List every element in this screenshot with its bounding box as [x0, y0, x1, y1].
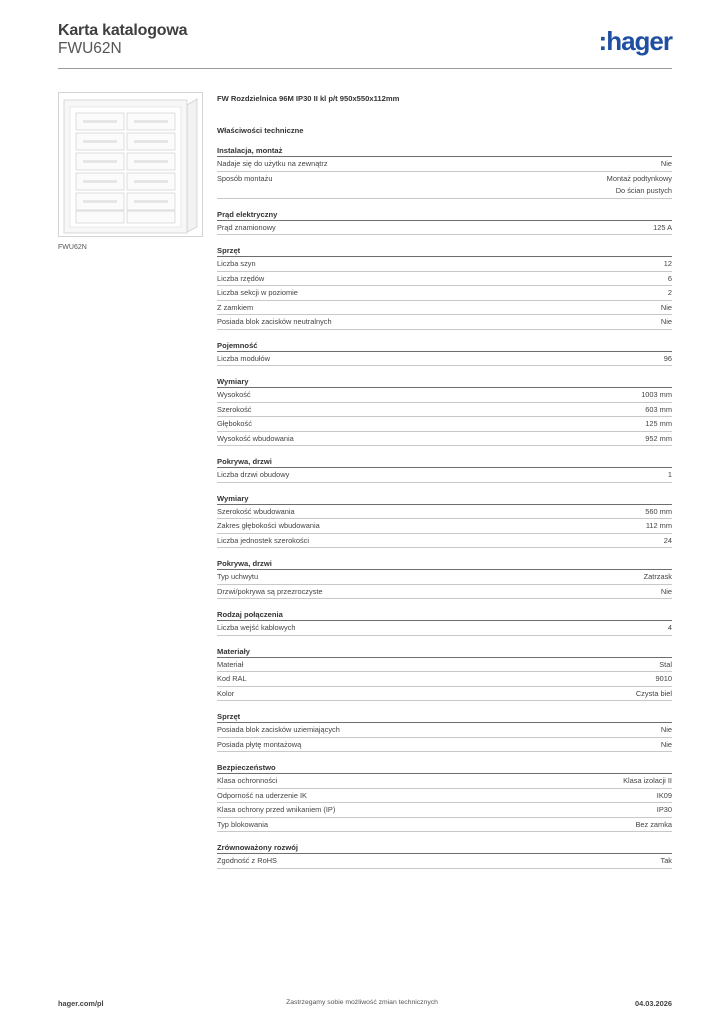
property-value: 2	[667, 288, 672, 297]
header-divider	[58, 68, 672, 69]
product-name: FW Rozdzielnica 96M IP30 II kl p/t 950x550x112mm	[217, 94, 400, 103]
property-label: Liczba jednostek szerokości	[217, 535, 310, 545]
property-section	[217, 609, 672, 636]
property-label: Liczba rzędów	[217, 273, 265, 283]
property-section	[217, 376, 672, 446]
property-label: Typ blokowania	[217, 819, 268, 829]
property-row	[217, 505, 672, 520]
property-row	[217, 854, 672, 869]
property-row	[217, 301, 672, 316]
property-label: Z zamkiem	[217, 302, 254, 312]
property-value: 603 mm	[645, 404, 672, 414]
property-label: Liczba modułów	[217, 353, 270, 363]
property-row	[217, 352, 672, 367]
section-title: Sprzęt	[217, 245, 672, 257]
property-label: Drzwi/pokrywa są przezroczyste	[217, 586, 323, 596]
section-title: Sprzęt	[217, 711, 672, 723]
property-value: Nie	[660, 317, 672, 326]
property-value: Stal	[659, 659, 672, 669]
property-row	[217, 658, 672, 673]
property-value: Nie	[660, 725, 672, 734]
footer-website: hager.com/pl	[58, 999, 104, 1008]
property-label: Klasa ochrony przed wnikaniem (IP)	[217, 805, 336, 814]
property-sections	[217, 145, 672, 869]
property-label: Liczba drzwi obudowy	[217, 470, 290, 479]
property-value: 6	[667, 273, 672, 283]
property-label: Kod RAL	[217, 674, 247, 683]
property-value: 96	[663, 353, 672, 363]
property-value: Nie	[660, 302, 672, 312]
section-title: Zrównoważony rozwój	[217, 842, 672, 854]
property-row	[217, 672, 672, 687]
product-details	[217, 94, 672, 869]
property-row	[217, 272, 672, 287]
property-section	[217, 209, 672, 236]
section-title: Bezpieczeństwo	[217, 762, 672, 774]
property-label: Materiał	[217, 659, 244, 669]
property-row	[217, 738, 672, 753]
property-value: Nie	[660, 739, 672, 749]
distribution-board-icon	[59, 93, 202, 236]
property-label: Szerokość	[217, 404, 252, 414]
property-row	[217, 286, 672, 301]
property-section	[217, 762, 672, 832]
property-row	[217, 774, 672, 789]
property-row	[217, 570, 672, 585]
property-value: 112 mm	[645, 521, 672, 530]
property-section	[217, 456, 672, 483]
property-value: 9010	[655, 674, 672, 683]
section-title: Wymiary	[217, 493, 672, 505]
property-value: Nie	[660, 586, 672, 596]
footer-date: 04.03.2026	[635, 999, 672, 1008]
product-code: FWU62N	[58, 40, 122, 57]
property-row	[217, 172, 672, 199]
property-row	[217, 789, 672, 804]
property-row	[217, 803, 672, 818]
section-title: Pojemność	[217, 340, 672, 352]
property-label: Liczba sekcji w poziomie	[217, 288, 298, 297]
property-label: Liczba wejść kablowych	[217, 623, 296, 632]
section-title: Instalacja, montaż	[217, 145, 672, 157]
property-section	[217, 340, 672, 367]
property-value: 1003 mm	[641, 390, 672, 399]
hager-logo: :hager	[598, 26, 672, 56]
property-row	[217, 221, 672, 236]
property-label: Zgodność z RoHS	[217, 856, 277, 865]
property-row	[217, 687, 672, 702]
section-title: Materiały	[217, 646, 672, 658]
property-section	[217, 493, 672, 549]
property-label: Posiada blok zacisków uziemiających	[217, 725, 340, 734]
property-row	[217, 519, 672, 534]
property-value: Zatrzask	[643, 572, 672, 581]
section-title: Pokrywa, drzwi	[217, 558, 672, 570]
footer-disclaimer: Zastrzegamy sobie możliwość zmian technicznych	[286, 999, 438, 1006]
property-row	[217, 403, 672, 418]
property-row	[217, 257, 672, 272]
section-title: Wymiary	[217, 376, 672, 388]
property-row	[217, 157, 672, 172]
property-section	[217, 245, 672, 330]
property-section	[217, 646, 672, 702]
property-row	[217, 388, 672, 403]
property-value: Czysta biel	[635, 688, 672, 698]
property-label: Zakres głębokości wbudowania	[217, 521, 320, 530]
property-value: Klasa izolacji II	[623, 776, 672, 785]
property-value: IK09	[656, 790, 672, 800]
property-value: Bez zamka	[635, 819, 672, 829]
property-value: 125 A	[653, 222, 672, 232]
property-label: Wysokość wbudowania	[217, 433, 294, 443]
property-row	[217, 534, 672, 549]
property-value: 4	[667, 623, 672, 632]
property-value: Nie	[660, 159, 672, 168]
property-label: Klasa ochronności	[217, 776, 278, 785]
section-title: Prąd elektryczny	[217, 209, 672, 221]
property-row	[217, 723, 672, 738]
property-section	[217, 145, 672, 199]
property-row	[217, 818, 672, 833]
section-title: Rodzaj połączenia	[217, 609, 672, 621]
property-value: 12	[663, 259, 672, 268]
document-title: Karta katalogowa	[58, 22, 188, 39]
property-section	[217, 558, 672, 599]
property-label: Odporność na uderzenie IK	[217, 790, 307, 800]
property-label: Posiada blok zacisków neutralnych	[217, 317, 332, 326]
product-image	[58, 92, 203, 237]
property-label: Kolor	[217, 688, 235, 698]
property-section	[217, 842, 672, 869]
property-row	[217, 315, 672, 330]
section-title: Pokrywa, drzwi	[217, 456, 672, 468]
property-value: 125 mm	[645, 419, 672, 428]
property-label: Głębokość	[217, 419, 252, 428]
property-row	[217, 417, 672, 432]
property-label: Prąd znamionowy	[217, 222, 276, 232]
property-value	[607, 172, 672, 198]
property-value: 24	[663, 535, 672, 545]
property-label: Szerokość wbudowania	[217, 506, 295, 516]
property-value-line: Do ścian pustych	[615, 186, 672, 195]
property-value: Tak	[660, 856, 672, 865]
property-value: 952 mm	[645, 433, 672, 443]
image-caption: FWU62N	[58, 244, 87, 251]
property-row	[217, 468, 672, 483]
property-label: Wysokość	[217, 390, 251, 399]
property-row	[217, 621, 672, 636]
property-section	[217, 711, 672, 752]
technical-properties-heading: Właściwości techniczne	[217, 126, 304, 135]
property-value: IP30	[656, 805, 672, 814]
property-label: Typ uchwytu	[217, 572, 259, 581]
property-label: Liczba szyn	[217, 259, 256, 268]
property-label: Sposób montażu	[217, 173, 273, 183]
property-value: 560 mm	[645, 506, 672, 516]
property-label: Posiada płytę montażową	[217, 739, 302, 749]
property-label: Nadaje się do użytku na zewnątrz	[217, 159, 328, 168]
property-row	[217, 432, 672, 447]
property-value-line: Montaż podtynkowy	[606, 173, 672, 183]
property-row	[217, 585, 672, 600]
property-value: 1	[667, 470, 672, 479]
